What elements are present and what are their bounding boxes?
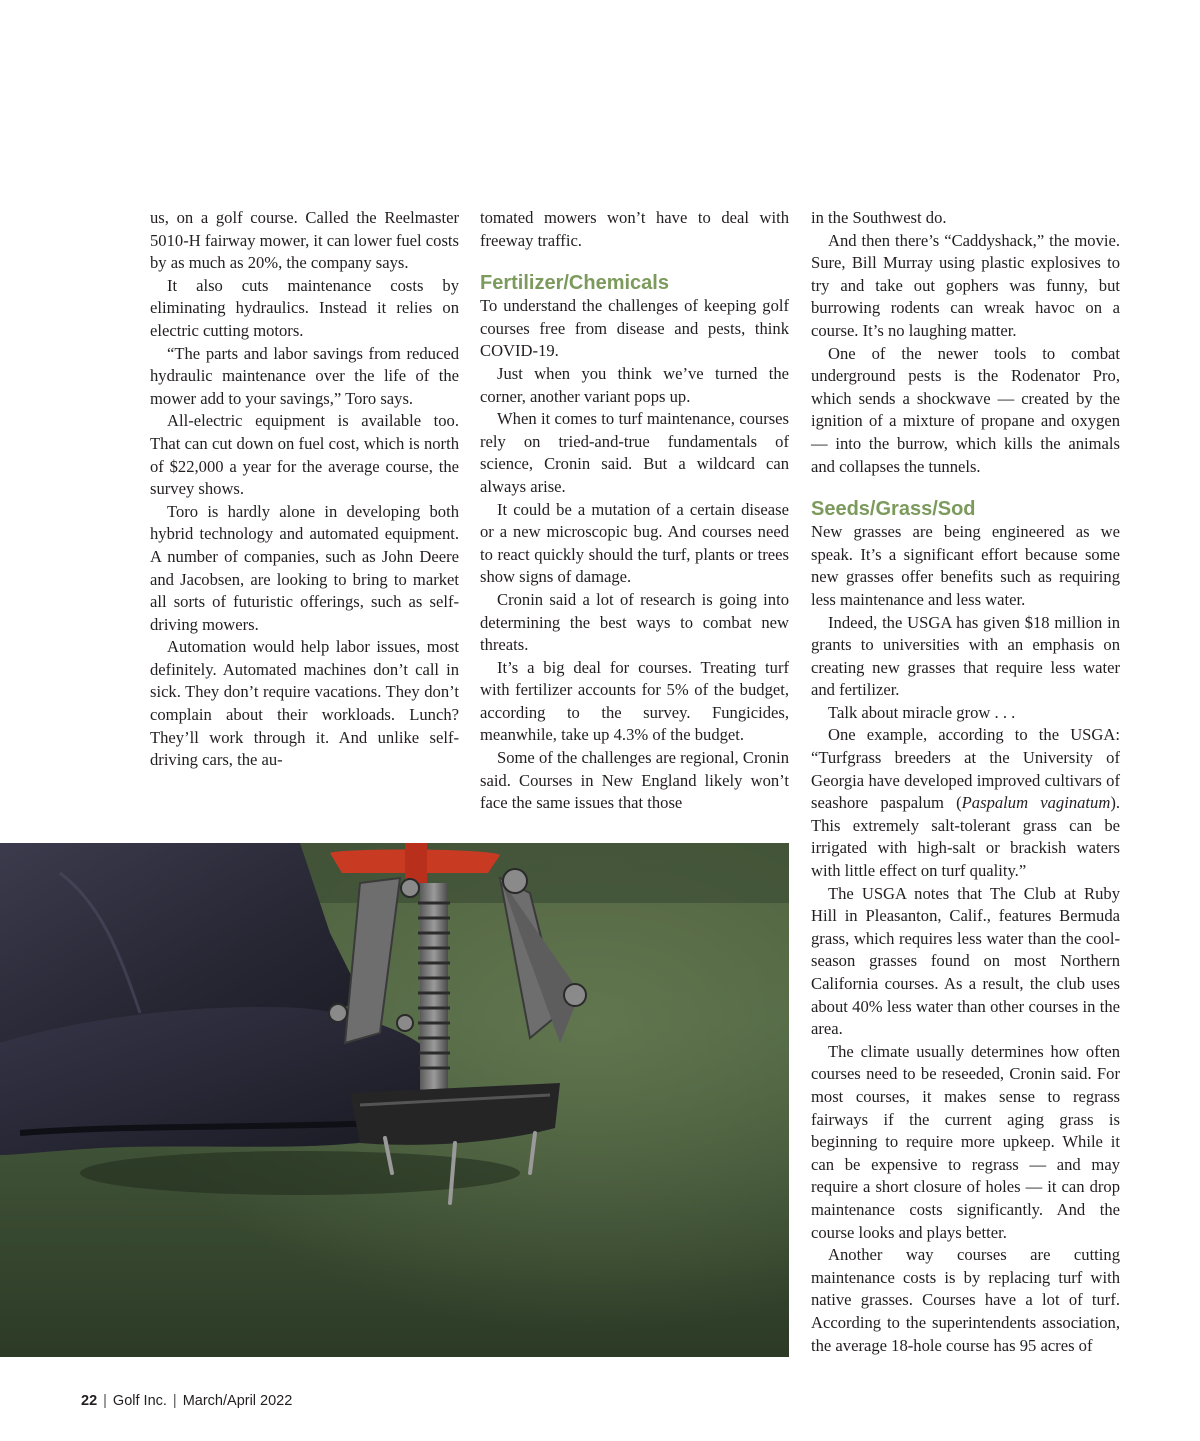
page-footer	[81, 1393, 292, 1409]
paragraph: Talk about miracle grow . . .	[828, 702, 1016, 722]
paragraph: Just when you think we’ve turned the corner, another variant pops up.	[480, 363, 789, 406]
paragraph: The USGA notes that The Club at Ruby Hill in Pleasanton, Calif., features Bermuda grass, which requires less water than the cool-season grasses found on most Northern California courses. As a result, the club uses about 40% less water than other courses in the area.	[811, 883, 1120, 1039]
paragraph: Some of the challenges are regional, Cronin said. Courses in New England likely won’t face the same issues that those	[480, 748, 789, 813]
paragraph	[811, 724, 1120, 882]
paragraph: tomated mowers won’t have to deal with freeway traffic.	[480, 208, 789, 250]
paragraph: All-electric equipment is available too. That can cut down on fuel cost, which is north of $22,000 a year for the average course, the survey shows.	[150, 411, 459, 499]
footer-separator: |	[172, 1393, 177, 1409]
page-number: 22	[81, 1393, 98, 1409]
paragraph-text: One example, according to the USGA: “Turfgrass breeders at the University of Georgia have developed improved cultivars of seashore paspalum (	[811, 725, 1120, 813]
publication-name: Golf Inc.	[112, 1393, 167, 1409]
paragraph: Another way courses are cutting maintenance costs is by replacing turf with native grasses. Courses have a lot of turf. According to the superintendents association, the average 18-hole course has 95 acres of	[811, 1245, 1120, 1355]
paragraph: Toro is hardly alone in developing both hybrid technology and automated equipment. A number of companies, such as John Deere and Jacobsen, are looking to bring to market all sorts of futuristic offerings, such as self-driving mowers.	[150, 501, 459, 634]
issue-date: March/April 2022	[182, 1393, 293, 1409]
article-photo	[0, 843, 789, 1357]
paragraph: New grasses are being engineered as we speak. It’s a significant effort because some new grasses offer benefits such as requiring less maintenance and less water.	[811, 522, 1120, 609]
paragraph: “The parts and labor savings from reduced hydraulic maintenance over the life of the mower add to your savings,” Toro says.	[150, 343, 459, 408]
paragraph: us, on a golf course. Called the Reelmaster 5010-H fairway mower, it can lower fuel costs by as much as 20%, the company says.	[150, 208, 459, 273]
paragraph: When it comes to turf maintenance, courses rely on tried-and-true fundamentals of science, Cronin said. But a wildcard can always arise.	[480, 409, 789, 496]
paragraph: Automation would help labor issues, most definitely. Automated machines don’t call in sick. They don’t require vacations. They don’t complain about their workloads. Lunch? They’ll work through it. And unlike self-driving cars, the au-	[150, 637, 459, 770]
paragraph-text: ). This extremely salt-tolerant grass can be irrigated with high-salt or brackish waters with little effect on turf quality.”	[811, 793, 1120, 881]
paragraph: Cronin said a lot of research is going into determining the best ways to combat new threats.	[480, 589, 789, 655]
paragraph: Indeed, the USGA has given $18 million in grants to universities with an emphasis on creating new grasses that require less water and fertilizer.	[811, 612, 1120, 700]
article-column-2	[480, 207, 789, 815]
paragraph: It’s a big deal for courses. Treating turf with fertilizer accounts for 5% of the budget, according to the survey. Fungicides, meanwhile, take up 4.3% of the budget.	[480, 657, 789, 745]
paragraph: It could be a mutation of a certain disease or a new microscopic bug. And courses need to react quickly should the turf, plants or trees show signs of damage.	[480, 499, 789, 587]
footer-separator: |	[103, 1393, 107, 1409]
section-heading-fertilizer: Fertilizer/Chemicals	[480, 272, 669, 295]
turf-tool-illustration	[0, 843, 789, 1357]
paragraph: One of the newer tools to combat underground pests is the Rodenator Pro, which sends a shockwave — created by the ignition of a mixture of propane and oxygen — into the burrow, which kills the animals and collapses the tunnels.	[811, 343, 1120, 476]
species-name: Paspalum vaginatum	[961, 793, 1111, 813]
paragraph: To understand the challenges of keeping golf courses free from disease and pests, think COVID-19.	[480, 296, 789, 361]
article-column-3	[811, 207, 1120, 1357]
paragraph: in the Southwest do.	[811, 208, 947, 227]
paragraph: And then there’s “Caddyshack,” the movie. Sure, Bill Murray using plastic explosives to try and take out gophers was funny, but burrowing rodents can wreak havoc on a course. It’s no laughing matter.	[811, 230, 1120, 340]
section-heading-seeds: Seeds/Grass/Sod	[811, 498, 976, 521]
article-column-1	[150, 207, 459, 772]
paragraph: The climate usually determines how often courses need to be reseeded, Cronin said. For most courses, it makes sense to regrass fairways if the current aging grass is beginning to require more upkeep. While it can be expensive to regrass — and may require a short closure of holes — it can drop maintenance costs significantly. And the course looks and plays better.	[811, 1041, 1120, 1242]
paragraph: It also cuts maintenance costs by eliminating hydraulics. Instead it relies on electric cutting motors.	[150, 275, 459, 340]
